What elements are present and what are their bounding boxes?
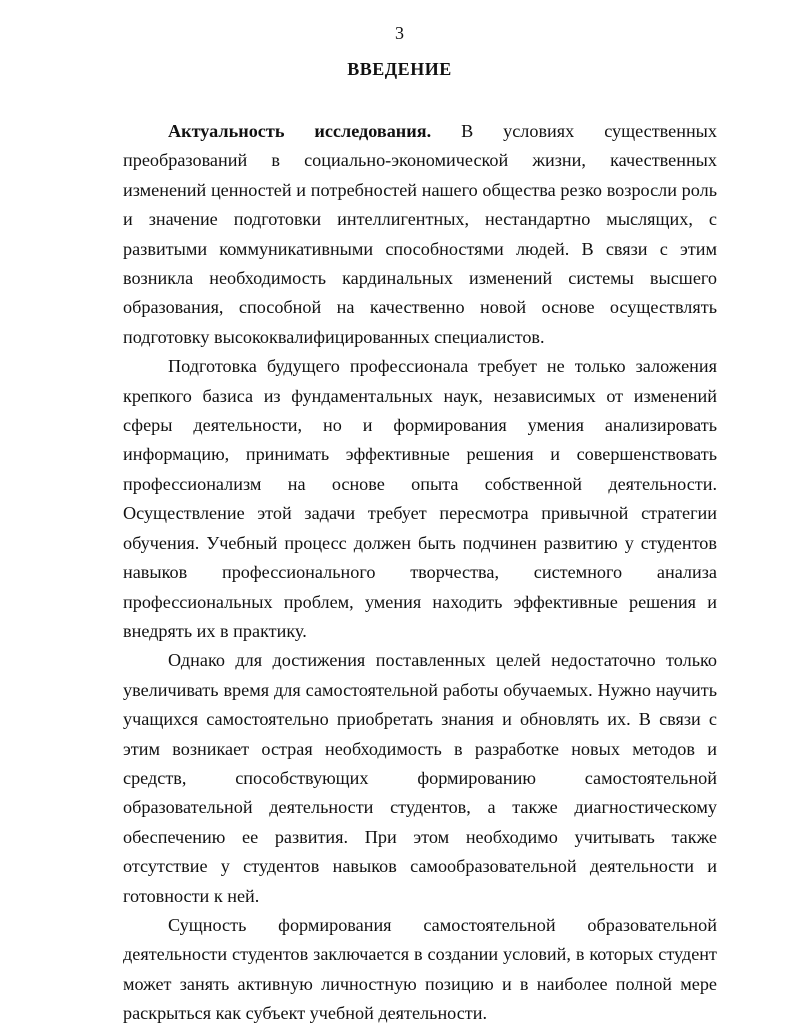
body-text — [123, 117, 717, 1029]
paragraph-self-study — [123, 646, 717, 911]
page-number: 3 — [395, 23, 404, 43]
section-heading: ВВЕДЕНИЕ — [347, 59, 452, 79]
paragraph-lead: Актуальность исследования. — [168, 121, 432, 141]
paragraph-text: В условиях существенных преобразований в социально-экономической жизни, качественных изменений ценностей и потребностей нашего общества резко возросли роль и значение подготовки интеллигентных, нестандартно мыслящих, с развитыми коммуникативными способностями людей. В связи с этим возникла необходимость кардинальных изменений системы высшего образования, способной на качественно новой основе осуществлять подготовку высококвалифицированных специалистов. — [123, 121, 717, 347]
paragraph-professional-training — [123, 352, 717, 646]
paragraph-text: Сущность формирования самостоятельной образовательной деятельности студентов заключается в создании условий, в которых студент может занять активную личностную позицию и в наиболее полной мере раскрыться как субъект учебной деятельности. — [123, 914, 717, 1024]
paragraph-text: Подготовка будущего профессионала требует не только заложения крепкого базиса из фундаментальных наук, независимых от изменений сферы деятельности, но и формирования умения анализировать информацию, принимать эффективные решения и совершенствовать профессионализм на основе опыта собственной деятельности. Осуществление этой задачи требует пересмотра привычной стратегии обучения. Учебный процесс должен быть подчинен развитию у студентов навыков профессионального творчества, системного анализа профессиональных проблем, умения находить эффективные решения и внедрять их в практику. — [123, 356, 717, 641]
paragraph-relevance — [123, 117, 717, 352]
paragraph-text: Однако для достижения поставленных целей недостаточно только увеличивать время для самостоятельной работы обучаемых. Нужно научить учащихся самостоятельно приобретать знания и обновлять их. В связи с этим возникает острая необходимость в разработке новых методов и средств, способствующих формированию самостоятельной образовательной деятельности студентов, а также диагностическому обеспечению ее развития. При этом необходимо учитывать также отсутствие у студентов навыков самообразовательной деятельности и готовности к ней. — [123, 650, 717, 906]
paragraph-essence — [123, 911, 717, 1029]
